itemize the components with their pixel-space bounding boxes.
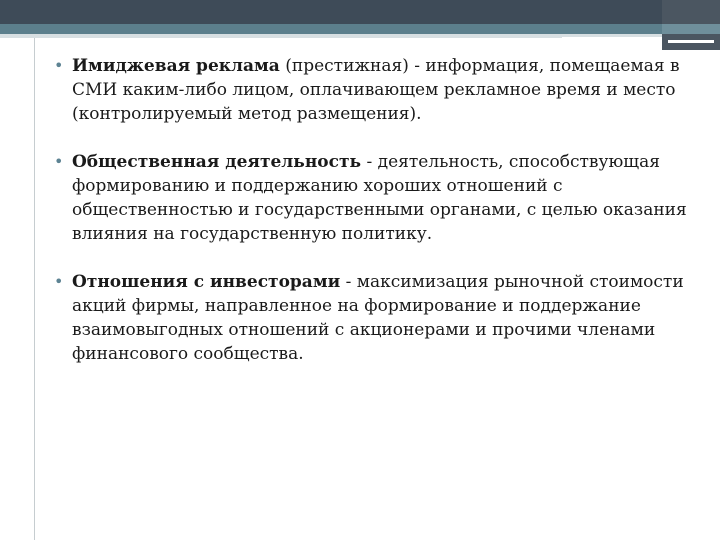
bullet-term: Общественная деятельность (72, 152, 362, 172)
bullet-text: (престижная) - информация, помещаемая в СМИ каким-либо лицом, оплачивающем рекламное время и место (контролируемый метод размещения). (72, 56, 680, 124)
bullet-text: - деятельность, способствующая формированию и поддержанию хороших отношений с общественностью и государственными органами, с целью оказания влияния на государственную политику. (72, 152, 687, 244)
bullet-item-image-advertising (50, 54, 690, 126)
decorative-rule (562, 44, 666, 46)
bullet-item-investor-relations (50, 270, 690, 366)
bullet-icon: • (54, 272, 64, 291)
slide-content (50, 54, 690, 390)
bullet-icon: • (54, 56, 64, 75)
header-band-dark (0, 0, 720, 24)
bullet-term: Отношения с инвесторами (72, 272, 341, 292)
left-margin-rule (34, 38, 35, 540)
corner-ornament-teal-line (662, 24, 720, 34)
bullet-item-public-affairs (50, 150, 690, 246)
header-band-teal (0, 24, 720, 34)
bullet-term: Имиджевая реклама (72, 56, 280, 76)
bullet-icon: • (54, 152, 64, 171)
corner-ornament (662, 0, 720, 50)
corner-ornament-light-line (668, 40, 714, 43)
bullet-text: - максимизация рыночной стоимости акций фирмы, направленное на формирование и поддержание взаимовыгодных отношений с акционерами и прочими членами финансового сообщества. (72, 272, 684, 364)
decorative-rule (562, 37, 666, 39)
